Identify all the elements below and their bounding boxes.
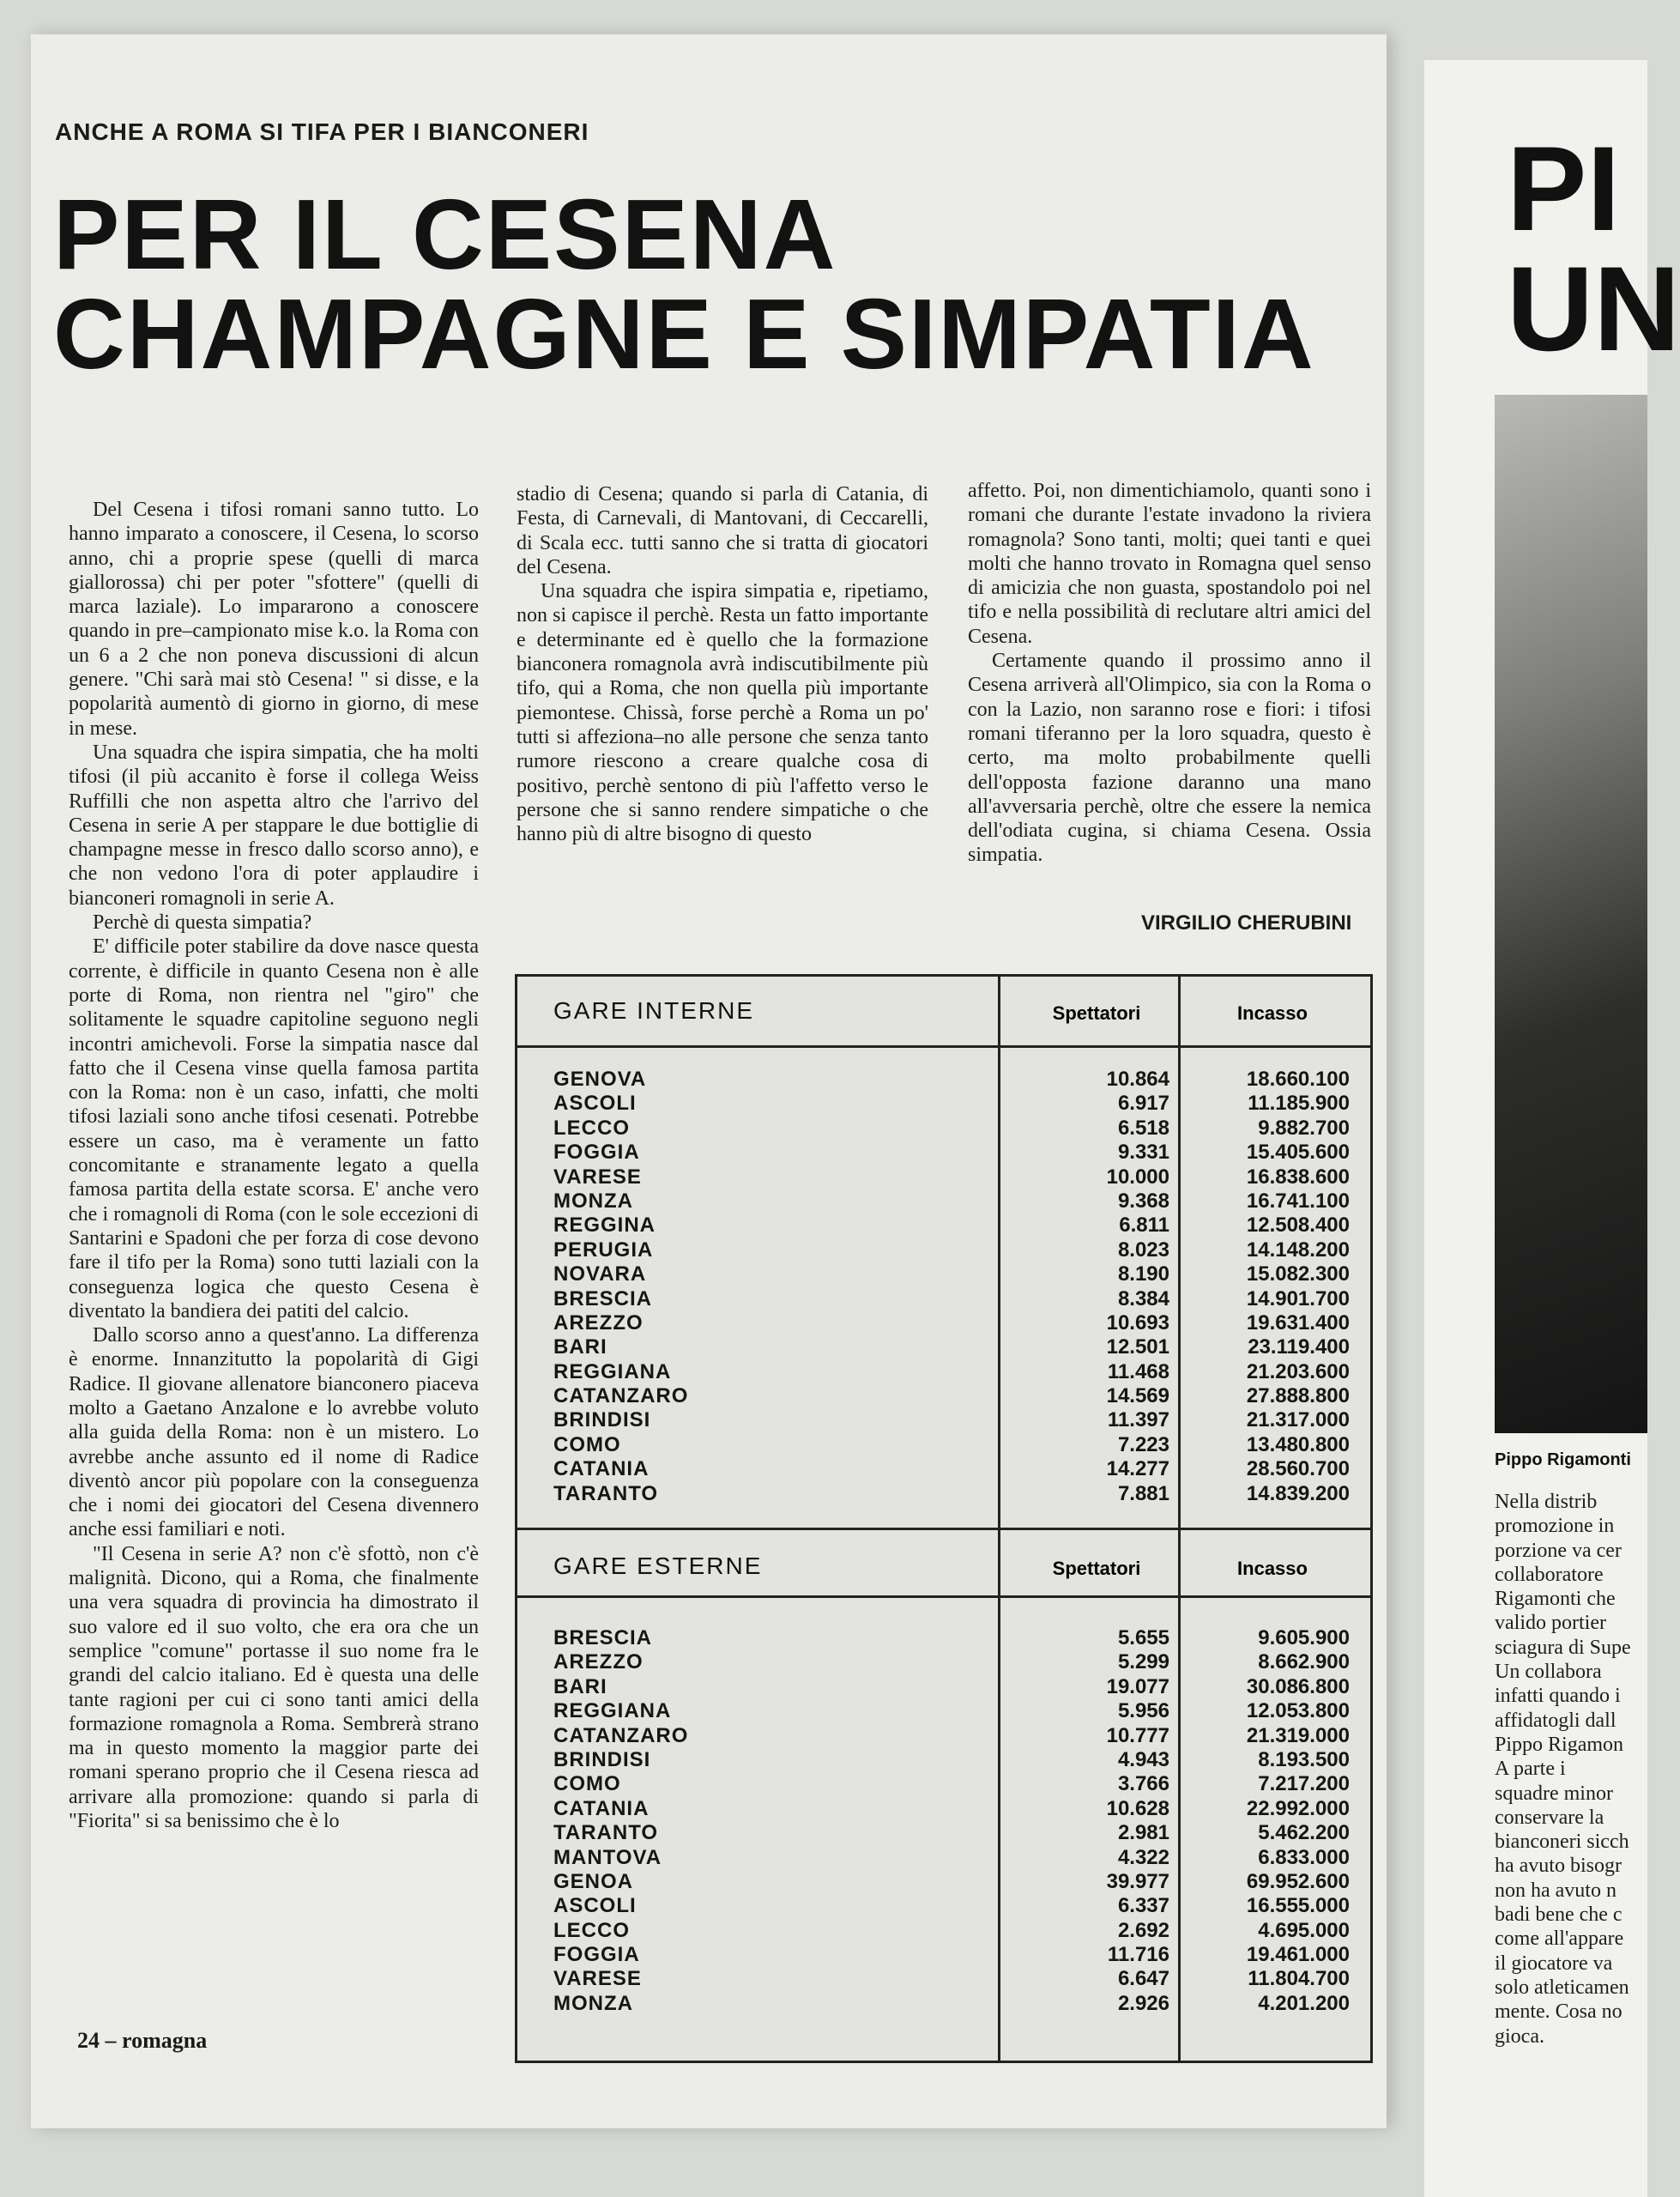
incasso-value: 23.119.400 [1248,1335,1350,1359]
incasso-value: 8.193.500 [1258,1747,1350,1771]
table-row [517,1992,1370,2016]
text-line: conservare la [1495,1806,1604,1829]
attendance-table [515,974,1373,2063]
text-line: il giocatore va [1495,1952,1613,1975]
incasso-value: 16.555.000 [1246,1894,1350,1918]
team-name: MANTOVA [553,1845,662,1869]
table-row [517,1213,1370,1238]
text-line: gioca. [1495,2025,1544,2048]
page-footer: 24 – romagna [77,2028,208,2053]
table-row [517,1335,1370,1359]
incasso-value: 16.838.600 [1246,1165,1350,1189]
text-line: Nella distrib [1495,1491,1598,1513]
table-header-interne [517,977,1370,1048]
incasso-value: 19.461.000 [1246,1943,1350,1967]
spettatori-value: 2.981 [1117,1821,1169,1845]
incasso-value: 21.317.000 [1246,1408,1350,1432]
incasso-value: 8.662.900 [1258,1650,1350,1674]
incasso-value: 5.462.200 [1258,1821,1350,1845]
spettatori-value: 6.917 [1117,1092,1169,1116]
right-page-column [1495,1490,1649,2049]
team-name: ASCOLI [553,1092,637,1116]
spettatori-value: 8.190 [1117,1262,1169,1286]
text-line: affidatogli dall [1495,1709,1617,1732]
team-name: ASCOLI [553,1894,637,1918]
section-title-interne: GARE INTERNE [553,997,755,1024]
table-row [517,1238,1370,1262]
table-row [517,1092,1370,1116]
team-name: COMO [553,1772,621,1796]
table-row [517,1699,1370,1723]
table-row [517,1846,1370,1870]
spettatori-value: 10.777 [1106,1723,1169,1747]
incasso-value: 11.185.900 [1248,1092,1350,1116]
text-line: bianconeri sicch [1495,1831,1629,1854]
text-line: squadre minor [1495,1782,1613,1805]
spettatori-value: 10.000 [1106,1165,1169,1189]
spettatori-value: 10.628 [1106,1796,1169,1820]
incasso-value: 4.201.200 [1258,1991,1350,2015]
incasso-value: 21.319.000 [1246,1723,1350,1747]
text-line: A parte i [1495,1758,1566,1781]
article-column-1 [69,498,479,2034]
text-line: Rigamonti che [1495,1588,1616,1611]
spettatori-value: 19.077 [1106,1674,1169,1698]
spettatori-value: 11.468 [1107,1359,1169,1383]
team-name: MONZA [553,1991,633,2015]
spettatori-value: 8.384 [1117,1286,1169,1310]
team-name: COMO [553,1432,621,1456]
page-number: 24 [77,2028,100,2053]
incasso-value: 22.992.000 [1246,1796,1350,1820]
table-row [517,1287,1370,1311]
spettatori-value: 11.716 [1107,1943,1169,1967]
incasso-value: 12.053.800 [1246,1699,1350,1723]
paragraph: stadio di Cesena; quando si parla di Catania, di Festa, di Carnevali, di Mantovani, di Ceccarelli, di Scala ecc. tutti sanno che si tratta di giocatori del Cesena. [517,483,928,578]
column-header-incasso: Incasso [1237,1002,1308,1024]
table-row [517,1821,1370,1845]
text-line: Un collabora [1495,1661,1602,1684]
table-row [517,1360,1370,1384]
incasso-value: 19.631.400 [1246,1310,1350,1335]
table-row [517,1748,1370,1772]
spettatori-value: 14.277 [1106,1457,1169,1481]
spettatori-value: 5.655 [1117,1626,1169,1649]
incasso-value: 14.901.700 [1246,1286,1350,1310]
column-divider [998,977,1000,2061]
incasso-value: 16.741.100 [1246,1189,1350,1213]
table-row [517,1262,1370,1286]
team-name: TARANTO [553,1821,659,1845]
spettatori-value: 6.337 [1117,1894,1169,1918]
table-row [517,1943,1370,1967]
right-page-headline [1507,121,1680,376]
team-name: GENOA [553,1869,634,1893]
team-name: AREZZO [553,1650,644,1674]
player-photo [1495,395,1647,1433]
incasso-value: 27.888.800 [1246,1384,1350,1408]
team-name: LECCO [553,1116,630,1140]
table-row [517,1408,1370,1432]
team-name: CATANZARO [553,1723,689,1747]
spettatori-value: 4.943 [1117,1747,1169,1771]
table-row [517,1068,1370,1092]
table-row [517,1870,1370,1894]
paragraph: E' difficile poter stabilire da dove nasce questa corrente, è difficile in quanto Cesena non è alle porte di Roma, non rientra nel "giro" che solitamente le squadre capitoline seguono negli incontri amichevoli. Forse la simpatia nasce dal fatto che il Cesena vinse quella famosa partita con la Roma: non è un caso, infatti, che molti tifosi laziali sono anche tifosi cesenati. Potrebbe essere un caso, ma è veramente un fatto concomitante e stranamente legato a quella famosa partita della estate scorsa. E' anche vero che i romagnoli di Roma (con le sole eccezioni di Santarini e Spadoni che per forza di cose devono fare il tifo per la Roma) sono tutti laziali con la conseguenza logica che questo Cesena è diventato la bandiera dei patiti del calcio. [69,935,479,1322]
table-row [517,1650,1370,1674]
table-row [517,1675,1370,1699]
spettatori-value: 6.647 [1117,1967,1169,1991]
team-name: FOGGIA [553,1141,640,1165]
rows-esterne [517,1626,1370,2016]
team-name: BRINDISI [553,1747,651,1771]
team-name: REGGIANA [553,1699,672,1723]
text-line: promozione in [1495,1515,1615,1538]
table-row [517,1626,1370,1650]
article-column-3 [968,479,1371,868]
team-name: REGGINA [553,1213,656,1238]
spettatori-value: 5.956 [1117,1699,1169,1723]
table-row [517,1482,1370,1506]
text-line: infatti quando i [1495,1685,1621,1708]
right-headline-line-2: UN [1507,241,1680,376]
spettatori-value: 11.397 [1107,1408,1169,1432]
magazine-name: romagna [122,2028,208,2053]
team-name: CATANIA [553,1457,650,1481]
team-name: BARI [553,1674,607,1698]
table-row [517,1141,1370,1165]
headline-line-2: CHAMPAGNE E SIMPATIA [53,278,1315,390]
team-name: REGGIANA [553,1359,672,1383]
article-kicker: ANCHE A ROMA SI TIFA PER I BIANCONERI [55,118,589,145]
photo-caption: Pippo Rigamonti [1495,1450,1631,1469]
team-name: LECCO [553,1918,630,1942]
table-row [517,1724,1370,1748]
spettatori-value: 10.864 [1106,1068,1169,1091]
text-line: solo atleticamen [1495,1976,1629,1999]
table-row [517,1457,1370,1481]
incasso-value: 11.804.700 [1248,1967,1350,1991]
team-name: BRESCIA [553,1626,653,1649]
text-line: badi bene che c [1495,1903,1623,1927]
team-name: CATANIA [553,1796,650,1820]
incasso-value: 21.203.600 [1246,1359,1350,1383]
text-line: non ha avuto n [1495,1879,1617,1902]
table-row [517,1117,1370,1141]
text-line: Pippo Rigamon [1495,1733,1624,1756]
team-name: FOGGIA [553,1943,640,1967]
spettatori-value: 8.023 [1117,1238,1169,1262]
table-header-esterne [517,1530,1370,1598]
team-name: PERUGIA [553,1238,654,1262]
incasso-value: 30.086.800 [1246,1674,1350,1698]
team-name: BRINDISI [553,1408,651,1432]
spettatori-value: 10.693 [1106,1310,1169,1335]
paragraph: "Il Cesena in serie A? non c'è sfottò, non c'è malignità. Dicono, qui a Roma, che finalmente una vera squadra di provincia ha dimostrato il suo valore ed il suo volto, che era ora che un semplice "comune" portasse il suo nome fra le grandi del calcio italiano. Ed è questa una delle tante ragioni per cui ci sono tanti amici della formazione romagnola a Roma. Sembrerà strano ma in questo momento la maggior parte dei romani sperano proprio che il Cesena riesca ad arrivare alla promozione: quando si parla di "Fiorita" si sa benissimo che è lo [69,1542,479,1833]
spettatori-value: 12.501 [1106,1335,1169,1359]
incasso-value: 18.660.100 [1246,1068,1350,1091]
column-divider [1178,977,1181,2061]
column-header-spettatori: Spettatori [1052,1558,1141,1579]
spettatori-value: 9.368 [1117,1189,1169,1213]
incasso-value: 15.082.300 [1246,1262,1350,1286]
paragraph: Del Cesena i tifosi romani sanno tutto. Lo hanno imparato a conoscere, il Cesena, lo scorso anno, chi a proprie spese (quelli di marca giallorossa) chi per poter "sfottere" (quelli di marca laziale). Lo impararono a conoscere quando in pre–campionato mise k.o. la Roma con un 6 a 2 che non poneva discussioni di alcun genere. "Chi sarà mai stò Cesena! " si disse, e la popolarità aumentò di giorno in giorno, di mese in mese. [69,499,479,740]
spettatori-value: 5.299 [1117,1650,1169,1674]
headline-line-1: PER IL CESENA [53,179,837,290]
incasso-value: 9.882.700 [1258,1116,1350,1140]
team-name: AREZZO [553,1310,644,1335]
table-row [517,1967,1370,1991]
incasso-value: 69.952.600 [1246,1869,1350,1893]
incasso-value: 6.833.000 [1258,1845,1350,1869]
right-headline-line-1: PI [1507,121,1621,256]
paragraph: Certamente quando il prossimo anno il Cesena arriverà all'Olimpico, sia con la Roma o con la Lazio, non saranno rose e fiori: i tifosi romani tiferanno per la loro squadra, questo è certo, ma molto probabilmente quelli dell'opposta fazione daranno una mano all'avversaria perchè, oltre che essere la nemica dell'odiata cugina, si chiama Cesena. Ossia simpatia. [968,650,1371,867]
spettatori-value: 9.331 [1117,1141,1169,1165]
incasso-value: 12.508.400 [1246,1213,1350,1238]
text-line: valido portier [1495,1612,1606,1635]
incasso-value: 7.217.200 [1258,1772,1350,1796]
table-row [517,1894,1370,1918]
spettatori-value: 7.223 [1117,1432,1169,1456]
text-line: come all'appare [1495,1928,1624,1951]
spettatori-value: 3.766 [1117,1772,1169,1796]
table-row [517,1433,1370,1457]
article-byline: VIRGILIO CHERUBINI [1141,911,1352,935]
text-line: ha avuto bisogr [1495,1855,1622,1878]
table-row [517,1384,1370,1408]
column-header-spettatori: Spettatori [1052,1002,1141,1024]
table-row [517,1772,1370,1796]
article-column-2 [517,482,928,846]
incasso-value: 28.560.700 [1246,1457,1350,1481]
table-row [517,1919,1370,1943]
team-name: NOVARA [553,1262,647,1286]
rows-interne [517,1068,1370,1506]
team-name: GENOVA [553,1068,647,1091]
table-row [517,1189,1370,1213]
paragraph: Perchè di questa simpatia? [93,911,312,935]
spettatori-value: 2.692 [1117,1918,1169,1942]
table-row [517,1311,1370,1335]
spettatori-value: 6.518 [1117,1116,1169,1140]
spettatori-value: 2.926 [1117,1991,1169,2015]
incasso-value: 4.695.000 [1258,1918,1350,1942]
incasso-value: 14.148.200 [1246,1238,1350,1262]
spettatori-value: 39.977 [1106,1869,1169,1893]
table-row [517,1797,1370,1821]
column-header-incasso: Incasso [1237,1558,1308,1579]
team-name: VARESE [553,1967,642,1991]
team-name: CATANZARO [553,1384,689,1408]
spettatori-value: 7.881 [1117,1481,1169,1505]
spettatori-value: 14.569 [1106,1384,1169,1408]
spettatori-value: 4.322 [1117,1845,1169,1869]
text-line: mente. Cosa no [1495,2000,1623,2024]
paragraph: Una squadra che ispira simpatia, che ha molti tifosi (il più accanito è forse il collega Weiss Ruffilli che non aspetta altro che l'arrivo del Cesena in serie A per stappare le due bottiglie di champagne messe in fresco dallo scorso anno), e che non vedono l'ora di poter applaudire i bianconeri romagnoli in serie A. [69,741,479,910]
team-name: TARANTO [553,1481,659,1505]
text-line: sciagura di Supe [1495,1636,1631,1659]
incasso-value: 15.405.600 [1246,1141,1350,1165]
table-row [517,1165,1370,1189]
incasso-value: 9.605.900 [1258,1626,1350,1649]
team-name: VARESE [553,1165,642,1189]
paragraph: Una squadra che ispira simpatia e, ripetiamo, non si capisce il perchè. Resta un fatto importante e determinante ed è quello che la formazione bianconera romagnola avrà indiscutibilmente più tifo, qui a Roma, che non quella più importante piemontese. Chissà, forse perchè a Roma un po' tutti si affeziona–no alle persone che senza tanto rumore riescono a creare qualche cosa di positivo, perchè sentono di più l'affetto verso le persone che si sanno rendere simpatiche o che hanno più di altre bisogno di questo [517,580,928,846]
paragraph: Dallo scorso anno a quest'anno. La differenza è enorme. Innanzitutto la popolarità di Gigi Radice. Il giovane allenatore bianconero piaceva molto a Gaetano Anzalone e lo avrebbe voluto alla guida della Roma: non è un mistero. Lo avrebbe anche assunto ed il nome di Radice diventò ancor più popolare con la conseguenza che i nomi dei giocatori del Cesena divennero anche essi familiari e noti. [69,1324,479,1541]
section-title-esterne: GARE ESTERNE [553,1552,763,1579]
team-name: BARI [553,1335,607,1359]
incasso-value: 14.839.200 [1246,1481,1350,1505]
spettatori-value: 6.811 [1119,1213,1169,1238]
article-headline [53,179,1357,390]
text-line: porzione va cer [1495,1539,1622,1562]
paragraph: affetto. Poi, non dimentichiamolo, quanti sono i romani che durante l'estate invadono la riviera romagnola? Sono tanti, molti; quei tanti e quei molti che hanno trovato in Romagna quel senso di amicizia che non guasta, spostandolo poi nel tifo e nella possibilità di reclutare altri amici del Cesena. [968,480,1371,648]
team-name: MONZA [553,1189,633,1213]
text-line: collaboratore [1495,1563,1604,1586]
team-name: BRESCIA [553,1286,653,1310]
incasso-value: 13.480.800 [1246,1432,1350,1456]
